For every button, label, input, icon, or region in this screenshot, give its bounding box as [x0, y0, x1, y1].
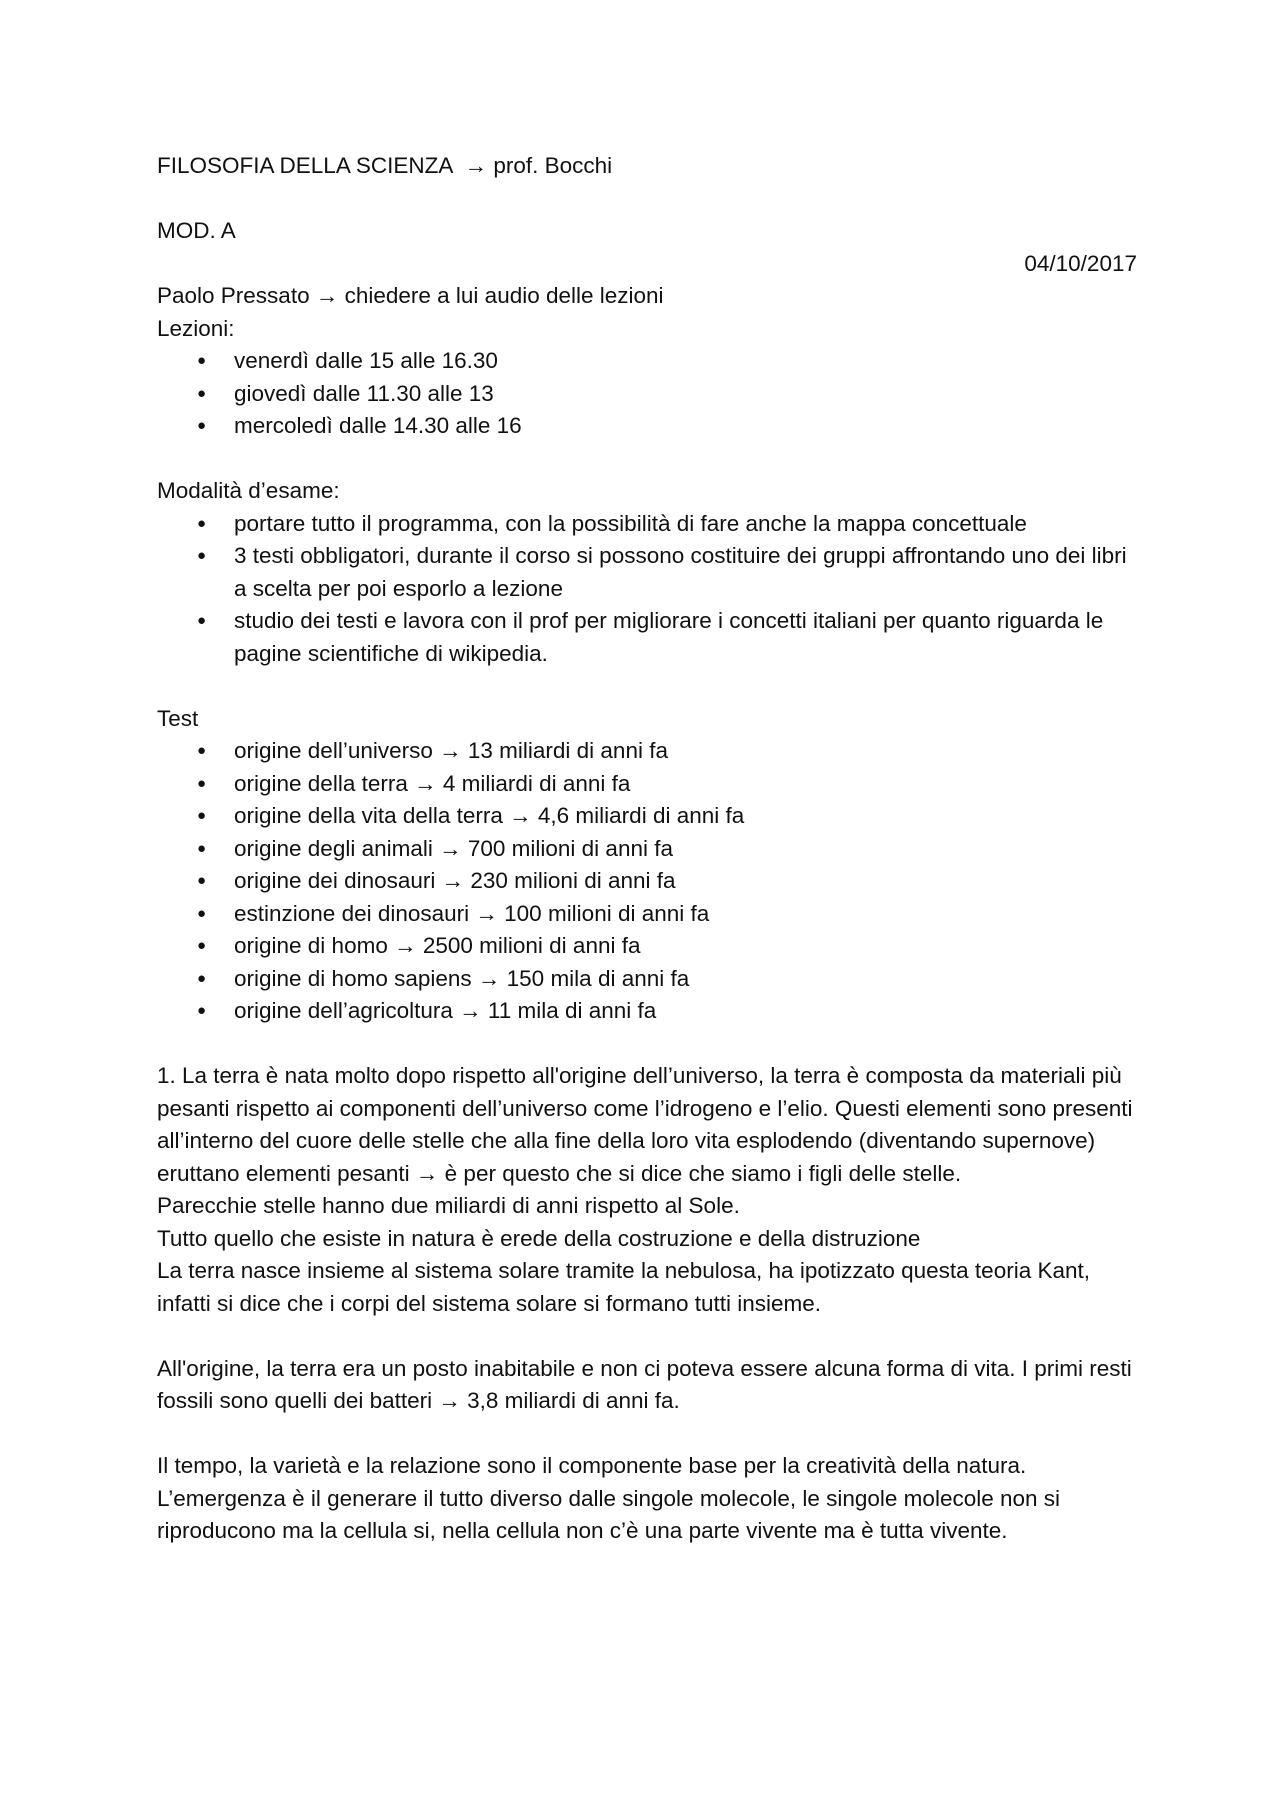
- list-item-text: studio dei testi e lavora con il prof per migliorare i concetti italiani per quanto riguarda le pagine scientifiche di wikipedia.: [234, 608, 1104, 666]
- spacer: [157, 183, 1137, 216]
- list-item: [157, 735, 1137, 768]
- list-item: [157, 930, 1137, 963]
- bullet-icon: ●: [197, 774, 207, 792]
- bullet-icon: ●: [197, 612, 207, 629]
- list-item: [157, 345, 1137, 378]
- spacer: [157, 443, 1137, 476]
- list-item: [157, 833, 1137, 866]
- list-item: [157, 995, 1137, 1028]
- list-item-text: origine degli animali → 700 milioni di anni fa: [234, 835, 673, 861]
- bullet-icon: ●: [197, 384, 207, 402]
- paragraph: L’emergenza è il generare il tutto diverso dalle singole molecole, le singole molecole non si riproducono ma la cellula si, nella cellula non c’è una parte vivente ma è tutta vivente.: [157, 1485, 1061, 1543]
- list-item-text: origine di homo sapiens → 150 mila di anni fa: [234, 965, 690, 991]
- lecture-date: 04/10/2017: [1024, 250, 1137, 276]
- bullet-icon: ●: [197, 742, 207, 759]
- lessons-list: [157, 345, 1137, 443]
- bullet-icon: ●: [197, 937, 207, 954]
- module-label: MOD. A: [157, 218, 236, 243]
- exam-heading: Modalità d’esame:: [157, 478, 340, 503]
- spacer: [157, 1418, 1137, 1451]
- list-item: [157, 963, 1137, 996]
- list-item-text: origine dell’universo → 13 miliardi di anni fa: [234, 738, 668, 763]
- list-item: [157, 540, 1137, 605]
- list-item: [157, 768, 1137, 801]
- bullet-icon: ●: [197, 352, 207, 369]
- bullet-icon: ●: [197, 969, 207, 987]
- list-item: [157, 898, 1137, 931]
- bullet-icon: ●: [197, 514, 207, 532]
- course-title: FILOSOFIA DELLA SCIENZA → prof. Bocchi: [157, 153, 613, 178]
- list-item: [157, 508, 1137, 541]
- list-item: [157, 800, 1137, 833]
- lessons-heading: Lezioni:: [157, 315, 235, 341]
- paragraph: Parecchie stelle hanno due miliardi di anni rispetto al Sole.: [157, 1193, 740, 1218]
- list-item-text: mercoledì dalle 14.30 alle 16: [234, 413, 522, 438]
- bullet-icon: ●: [197, 417, 207, 434]
- bullet-icon: ●: [197, 872, 207, 889]
- paragraph: 1. La terra è nata molto dopo rispetto all'origine dell’universo, la terra è composta da materiali più pesanti rispetto ai componenti dell’universo come l’idrogeno e l’elio. Questi elementi sono presenti all’interno del cuore delle stelle che alla fine della loro vita esplodendo (diventando supernove) eruttano elementi pesanti → è per questo che si dice che siamo i figli delle stelle.: [157, 1063, 1133, 1186]
- spacer: [157, 1028, 1137, 1061]
- list-item-text: origine dell’agricoltura → 11 mila di anni fa: [234, 998, 657, 1023]
- spacer: [157, 670, 1137, 703]
- spacer: [157, 1320, 1137, 1353]
- list-item: [157, 605, 1137, 670]
- test-list: [157, 735, 1137, 1028]
- contact-note: Paolo Pressato → chiedere a lui audio delle lezioni: [157, 283, 664, 308]
- paragraph: All'origine, la terra era un posto inabitabile e non ci poteva essere alcuna forma di vita. I primi resti fossili sono quelli dei batteri → 3,8 miliardi di anni fa.: [157, 1355, 1132, 1413]
- list-item: [157, 410, 1137, 443]
- list-item-text: estinzione dei dinosauri → 100 milioni di anni fa: [234, 900, 710, 926]
- list-item-text: origine di homo → 2500 milioni di anni fa: [234, 933, 641, 958]
- list-item-text: giovedì dalle 11.30 alle 13: [234, 380, 494, 406]
- test-heading: Test: [157, 705, 199, 731]
- list-item-text: origine della vita della terra → 4,6 miliardi di anni fa: [234, 803, 745, 828]
- bullet-icon: ●: [197, 807, 207, 824]
- document-page: [157, 150, 1137, 1548]
- bullet-icon: ●: [197, 1002, 207, 1019]
- list-item-text: origine della terra → 4 miliardi di anni fa: [234, 770, 631, 796]
- list-item-text: origine dei dinosauri → 230 milioni di anni fa: [234, 868, 676, 893]
- paragraph: Tutto quello che esiste in natura è erede della costruzione e della distruzione: [157, 1225, 921, 1251]
- bullet-icon: ●: [197, 547, 207, 564]
- bullet-icon: ●: [197, 904, 207, 922]
- paragraph: Il tempo, la varietà e la relazione sono il componente base per la creatività della natura.: [157, 1453, 1027, 1478]
- list-item-text: 3 testi obbligatori, durante il corso si possono costituire dei gruppi affrontando uno dei libri a scelta per poi esporlo a lezione: [234, 543, 1127, 601]
- list-item: [157, 865, 1137, 898]
- list-item-text: venerdì dalle 15 alle 16.30: [234, 348, 498, 373]
- bullet-icon: ●: [197, 839, 207, 857]
- paragraph: La terra nasce insieme al sistema solare tramite la nebulosa, ha ipotizzato questa teoria Kant, infatti si dice che i corpi del sistema solare si formano tutti insieme.: [157, 1258, 1091, 1316]
- exam-list: [157, 508, 1137, 671]
- list-item: [157, 378, 1137, 411]
- list-item-text: portare tutto il programma, con la possibilità di fare anche la mappa concettuale: [234, 510, 1027, 536]
